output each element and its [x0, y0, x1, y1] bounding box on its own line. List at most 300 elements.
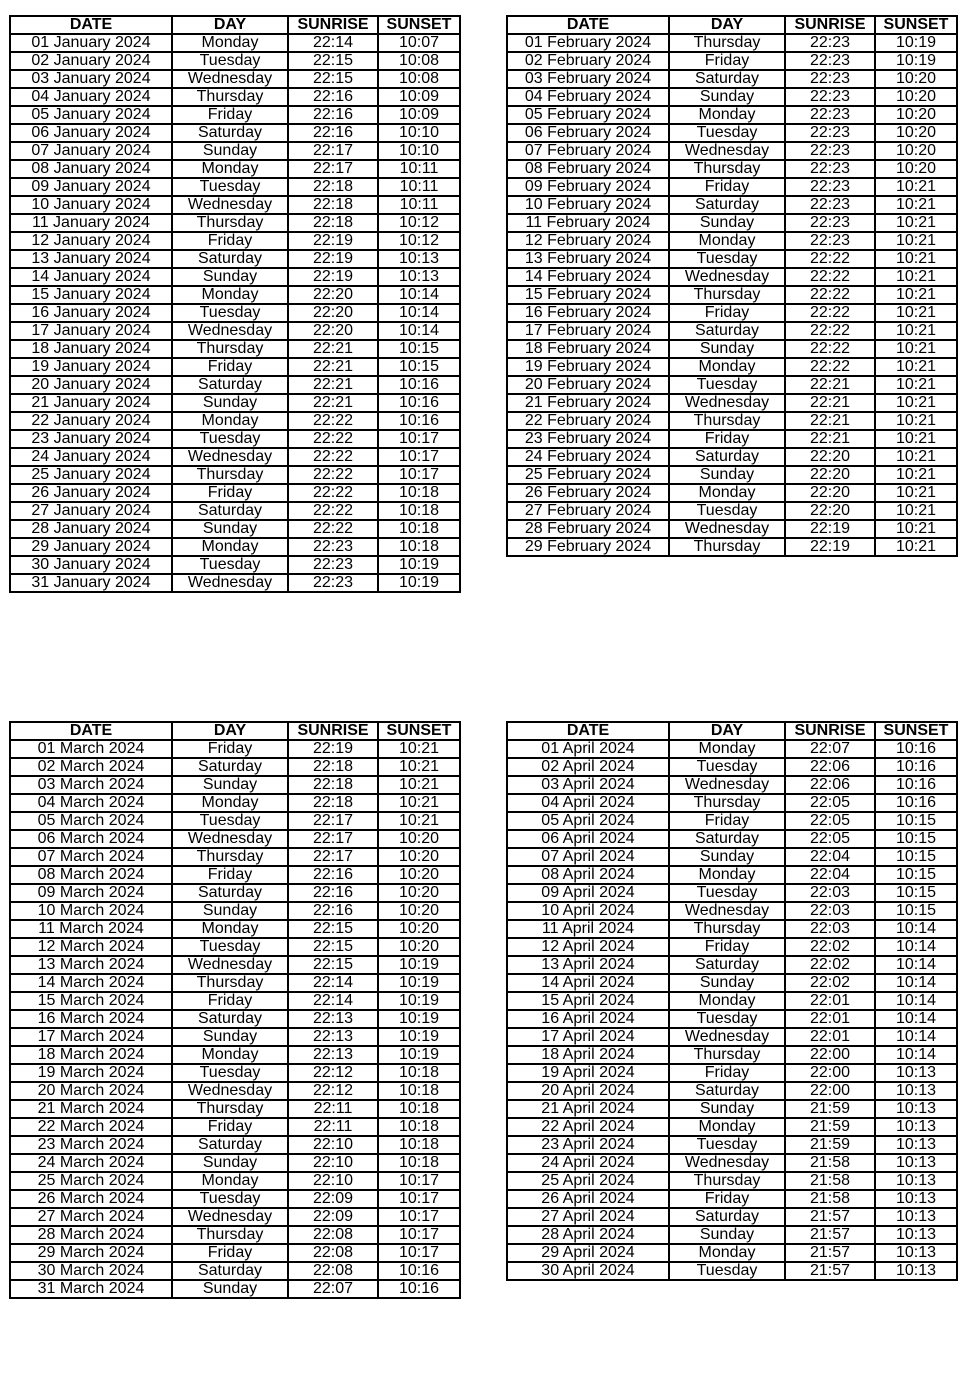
- sunset-cell: 10:19: [378, 992, 460, 1010]
- date-cell: 13 April 2024: [507, 956, 669, 974]
- day-cell: Tuesday: [669, 1262, 785, 1280]
- sunrise-cell: 22:12: [288, 1064, 378, 1082]
- table-row: [10, 178, 460, 196]
- table-row: [507, 520, 957, 538]
- day-cell: Thursday: [669, 538, 785, 556]
- sunset-cell: 10:18: [378, 1100, 460, 1118]
- table-row: [10, 196, 460, 214]
- date-cell: 20 March 2024: [10, 1082, 172, 1100]
- date-cell: 17 January 2024: [10, 322, 172, 340]
- sunset-header: SUNSET: [378, 16, 460, 34]
- table-row: [10, 1172, 460, 1190]
- table-row: [507, 178, 957, 196]
- sunset-cell: 10:21: [875, 376, 957, 394]
- table-row: [10, 1280, 460, 1298]
- table-row: [507, 502, 957, 520]
- day-cell: Thursday: [669, 34, 785, 52]
- table-row: [10, 70, 460, 88]
- sunset-cell: 10:19: [875, 52, 957, 70]
- day-cell: Saturday: [669, 830, 785, 848]
- day-cell: Wednesday: [669, 1028, 785, 1046]
- sunrise-cell: 22:03: [785, 902, 875, 920]
- table-row: [10, 1226, 460, 1244]
- sunset-cell: 10:21: [875, 448, 957, 466]
- sunrise-cell: 22:14: [288, 992, 378, 1010]
- table-row: [507, 430, 957, 448]
- sunset-cell: 10:17: [378, 430, 460, 448]
- sunrise-cell: 22:03: [785, 920, 875, 938]
- sunset-cell: 10:14: [875, 992, 957, 1010]
- day-cell: Thursday: [669, 794, 785, 812]
- day-cell: Wednesday: [669, 394, 785, 412]
- day-cell: Tuesday: [669, 1010, 785, 1028]
- table-row: [10, 956, 460, 974]
- sunrise-cell: 22:19: [785, 520, 875, 538]
- date-cell: 02 February 2024: [507, 52, 669, 70]
- table-row: [10, 1208, 460, 1226]
- date-cell: 15 January 2024: [10, 286, 172, 304]
- day-cell: Friday: [669, 1190, 785, 1208]
- sunrise-cell: 22:01: [785, 992, 875, 1010]
- table-header: [10, 16, 460, 34]
- january-table: [9, 15, 461, 593]
- sunset-cell: 10:21: [378, 758, 460, 776]
- sunrise-cell: 22:23: [288, 574, 378, 592]
- day-cell: Monday: [669, 992, 785, 1010]
- table-row: [507, 394, 957, 412]
- sunrise-cell: 22:13: [288, 1046, 378, 1064]
- date-cell: 23 March 2024: [10, 1136, 172, 1154]
- day-cell: Monday: [172, 286, 288, 304]
- table-row: [10, 322, 460, 340]
- day-cell: Monday: [172, 794, 288, 812]
- date-cell: 25 April 2024: [507, 1172, 669, 1190]
- date-cell: 31 March 2024: [10, 1280, 172, 1298]
- date-cell: 01 February 2024: [507, 34, 669, 52]
- day-cell: Wednesday: [669, 268, 785, 286]
- sunrise-cell: 22:17: [288, 160, 378, 178]
- sunset-cell: 10:21: [378, 776, 460, 794]
- date-cell: 07 January 2024: [10, 142, 172, 160]
- day-cell: Thursday: [172, 340, 288, 358]
- sunrise-cell: 22:23: [785, 70, 875, 88]
- date-cell: 29 April 2024: [507, 1244, 669, 1262]
- april-table: [506, 721, 958, 1281]
- day-cell: Saturday: [172, 1010, 288, 1028]
- sunrise-cell: 22:08: [288, 1262, 378, 1280]
- day-cell: Wednesday: [172, 574, 288, 592]
- table-row: [507, 884, 957, 902]
- day-cell: Tuesday: [172, 430, 288, 448]
- sunrise-cell: 22:22: [785, 286, 875, 304]
- sunrise-cell: 22:19: [288, 268, 378, 286]
- day-cell: Monday: [172, 920, 288, 938]
- table-row: [507, 250, 957, 268]
- sunset-cell: 10:20: [378, 848, 460, 866]
- table-row: [507, 34, 957, 52]
- date-cell: 07 April 2024: [507, 848, 669, 866]
- date-cell: 28 February 2024: [507, 520, 669, 538]
- table-row: [507, 740, 957, 758]
- table-row: [507, 812, 957, 830]
- sunset-cell: 10:18: [378, 520, 460, 538]
- sunrise-cell: 22:03: [785, 884, 875, 902]
- sunset-cell: 10:21: [875, 520, 957, 538]
- sunrise-cell: 22:02: [785, 956, 875, 974]
- sunset-cell: 10:09: [378, 88, 460, 106]
- sunrise-cell: 22:08: [288, 1226, 378, 1244]
- table-row: [10, 1262, 460, 1280]
- date-header: DATE: [10, 722, 172, 740]
- sunrise-cell: 22:22: [785, 304, 875, 322]
- day-cell: Saturday: [172, 758, 288, 776]
- sunset-cell: 10:19: [875, 34, 957, 52]
- table-row: [507, 448, 957, 466]
- table-row: [10, 1100, 460, 1118]
- date-cell: 06 April 2024: [507, 830, 669, 848]
- february-table: [506, 15, 958, 557]
- table-row: [10, 1028, 460, 1046]
- table-row: [507, 358, 957, 376]
- day-cell: Monday: [172, 412, 288, 430]
- sunrise-cell: 22:22: [288, 520, 378, 538]
- date-cell: 28 March 2024: [10, 1226, 172, 1244]
- date-cell: 20 January 2024: [10, 376, 172, 394]
- sunrise-cell: 22:18: [288, 178, 378, 196]
- table-row: [10, 448, 460, 466]
- day-cell: Tuesday: [172, 52, 288, 70]
- sunrise-cell: 22:04: [785, 848, 875, 866]
- sunset-cell: 10:21: [875, 394, 957, 412]
- sunset-cell: 10:20: [378, 938, 460, 956]
- sunset-cell: 10:14: [875, 938, 957, 956]
- sunset-cell: 10:16: [378, 376, 460, 394]
- date-cell: 29 March 2024: [10, 1244, 172, 1262]
- table-row: [507, 956, 957, 974]
- date-cell: 23 February 2024: [507, 430, 669, 448]
- table-row: [507, 902, 957, 920]
- sunset-cell: 10:18: [378, 502, 460, 520]
- table-row: [10, 1010, 460, 1028]
- sunrise-cell: 22:16: [288, 902, 378, 920]
- day-cell: Monday: [669, 358, 785, 376]
- day-cell: Saturday: [172, 1136, 288, 1154]
- sunrise-cell: 21:57: [785, 1244, 875, 1262]
- date-cell: 14 March 2024: [10, 974, 172, 992]
- day-cell: Wednesday: [172, 196, 288, 214]
- date-cell: 20 February 2024: [507, 376, 669, 394]
- sunset-header: SUNSET: [875, 16, 957, 34]
- sunrise-cell: 22:17: [288, 812, 378, 830]
- day-cell: Friday: [172, 1118, 288, 1136]
- sunrise-cell: 22:22: [785, 250, 875, 268]
- sunrise-cell: 22:16: [288, 884, 378, 902]
- date-cell: 10 January 2024: [10, 196, 172, 214]
- date-cell: 01 January 2024: [10, 34, 172, 52]
- date-cell: 26 April 2024: [507, 1190, 669, 1208]
- sunset-cell: 10:13: [875, 1082, 957, 1100]
- day-cell: Sunday: [172, 268, 288, 286]
- table-row: [10, 1046, 460, 1064]
- date-cell: 26 February 2024: [507, 484, 669, 502]
- day-cell: Friday: [172, 358, 288, 376]
- sunset-cell: 10:20: [875, 142, 957, 160]
- table-row: [507, 142, 957, 160]
- sunrise-cell: 21:58: [785, 1172, 875, 1190]
- day-cell: Sunday: [172, 902, 288, 920]
- date-header: DATE: [507, 722, 669, 740]
- sunset-cell: 10:19: [378, 956, 460, 974]
- sunrise-cell: 22:10: [288, 1136, 378, 1154]
- sunset-cell: 10:21: [875, 484, 957, 502]
- sunrise-cell: 22:15: [288, 956, 378, 974]
- date-cell: 19 April 2024: [507, 1064, 669, 1082]
- day-cell: Friday: [669, 812, 785, 830]
- day-cell: Friday: [172, 740, 288, 758]
- table-row: [10, 88, 460, 106]
- day-cell: Thursday: [172, 1226, 288, 1244]
- day-cell: Tuesday: [669, 124, 785, 142]
- date-cell: 09 January 2024: [10, 178, 172, 196]
- day-cell: Wednesday: [669, 142, 785, 160]
- day-cell: Monday: [172, 1172, 288, 1190]
- date-cell: 13 January 2024: [10, 250, 172, 268]
- date-cell: 11 April 2024: [507, 920, 669, 938]
- header-row: [10, 722, 460, 740]
- sunrise-cell: 22:00: [785, 1046, 875, 1064]
- table-row: [507, 1064, 957, 1082]
- day-cell: Wednesday: [172, 70, 288, 88]
- date-cell: 02 April 2024: [507, 758, 669, 776]
- day-cell: Tuesday: [669, 1136, 785, 1154]
- day-cell: Friday: [172, 232, 288, 250]
- sunrise-header: SUNRISE: [288, 722, 378, 740]
- day-cell: Friday: [669, 52, 785, 70]
- table-body: [507, 34, 957, 556]
- sunrise-cell: 22:20: [785, 484, 875, 502]
- sunset-cell: 10:13: [875, 1226, 957, 1244]
- table-row: [10, 1082, 460, 1100]
- sunset-cell: 10:21: [875, 358, 957, 376]
- day-cell: Tuesday: [669, 884, 785, 902]
- day-cell: Wednesday: [172, 448, 288, 466]
- day-cell: Monday: [172, 1046, 288, 1064]
- day-cell: Monday: [669, 106, 785, 124]
- sunrise-cell: 21:57: [785, 1226, 875, 1244]
- sunset-cell: 10:13: [875, 1190, 957, 1208]
- sunrise-cell: 22:19: [785, 538, 875, 556]
- sunrise-cell: 22:21: [785, 430, 875, 448]
- sunset-cell: 10:14: [378, 286, 460, 304]
- sunrise-cell: 22:09: [288, 1190, 378, 1208]
- table-row: [10, 1136, 460, 1154]
- sunset-cell: 10:18: [378, 1154, 460, 1172]
- sunrise-cell: 22:22: [288, 448, 378, 466]
- sunset-cell: 10:18: [378, 1136, 460, 1154]
- sunrise-cell: 22:06: [785, 758, 875, 776]
- sunrise-cell: 22:15: [288, 52, 378, 70]
- day-cell: Thursday: [172, 848, 288, 866]
- sunrise-cell: 22:23: [785, 88, 875, 106]
- sunrise-cell: 22:17: [288, 848, 378, 866]
- table-row: [10, 430, 460, 448]
- day-cell: Sunday: [669, 88, 785, 106]
- date-cell: 15 February 2024: [507, 286, 669, 304]
- sunset-cell: 10:13: [875, 1262, 957, 1280]
- sunset-cell: 10:16: [378, 412, 460, 430]
- table-row: [507, 1046, 957, 1064]
- date-cell: 21 March 2024: [10, 1100, 172, 1118]
- date-cell: 28 April 2024: [507, 1226, 669, 1244]
- sunrise-cell: 22:22: [785, 322, 875, 340]
- sunset-cell: 10:13: [875, 1172, 957, 1190]
- table-row: [507, 304, 957, 322]
- date-cell: 25 March 2024: [10, 1172, 172, 1190]
- sunrise-cell: 22:23: [785, 106, 875, 124]
- day-cell: Friday: [669, 430, 785, 448]
- sunrise-cell: 22:00: [785, 1064, 875, 1082]
- date-cell: 03 March 2024: [10, 776, 172, 794]
- table-row: [507, 776, 957, 794]
- table-row: [10, 34, 460, 52]
- table-row: [507, 196, 957, 214]
- date-cell: 30 January 2024: [10, 556, 172, 574]
- table-row: [10, 574, 460, 592]
- sunset-cell: 10:14: [875, 1028, 957, 1046]
- date-cell: 05 March 2024: [10, 812, 172, 830]
- date-cell: 18 April 2024: [507, 1046, 669, 1064]
- table-row: [507, 106, 957, 124]
- sunset-cell: 10:21: [875, 322, 957, 340]
- day-cell: Saturday: [669, 448, 785, 466]
- sunrise-cell: 21:59: [785, 1136, 875, 1154]
- sunset-cell: 10:13: [875, 1208, 957, 1226]
- date-cell: 10 March 2024: [10, 902, 172, 920]
- sunrise-cell: 22:20: [785, 448, 875, 466]
- table-row: [507, 484, 957, 502]
- sunrise-cell: 22:21: [288, 358, 378, 376]
- sunset-cell: 10:19: [378, 974, 460, 992]
- table-row: [507, 920, 957, 938]
- date-cell: 14 January 2024: [10, 268, 172, 286]
- date-header: DATE: [507, 16, 669, 34]
- date-cell: 05 April 2024: [507, 812, 669, 830]
- day-cell: Monday: [669, 1118, 785, 1136]
- day-cell: Saturday: [172, 250, 288, 268]
- sunrise-cell: 22:18: [288, 758, 378, 776]
- sunset-cell: 10:21: [875, 430, 957, 448]
- sunset-cell: 10:15: [875, 884, 957, 902]
- day-cell: Monday: [669, 866, 785, 884]
- sunset-cell: 10:14: [875, 974, 957, 992]
- table-row: [507, 160, 957, 178]
- date-cell: 12 January 2024: [10, 232, 172, 250]
- day-cell: Thursday: [172, 466, 288, 484]
- sunset-header: SUNSET: [378, 722, 460, 740]
- day-cell: Thursday: [172, 214, 288, 232]
- date-cell: 30 April 2024: [507, 1262, 669, 1280]
- day-cell: Thursday: [669, 920, 785, 938]
- table-row: [10, 520, 460, 538]
- sunrise-header: SUNRISE: [288, 16, 378, 34]
- day-cell: Tuesday: [172, 304, 288, 322]
- date-cell: 07 March 2024: [10, 848, 172, 866]
- day-cell: Saturday: [172, 1262, 288, 1280]
- sunrise-cell: 22:23: [785, 214, 875, 232]
- sunset-cell: 10:20: [875, 124, 957, 142]
- table-row: [507, 866, 957, 884]
- sunset-cell: 10:21: [875, 304, 957, 322]
- sunrise-cell: 21:59: [785, 1118, 875, 1136]
- day-cell: Monday: [172, 34, 288, 52]
- table-row: [507, 70, 957, 88]
- day-cell: Friday: [669, 1064, 785, 1082]
- table-body: [10, 34, 460, 592]
- table-row: [10, 304, 460, 322]
- sunrise-cell: 22:22: [785, 268, 875, 286]
- date-cell: 03 January 2024: [10, 70, 172, 88]
- sunset-cell: 10:20: [875, 88, 957, 106]
- sunrise-cell: 22:14: [288, 34, 378, 52]
- table-row: [507, 830, 957, 848]
- table-row: [10, 106, 460, 124]
- table-row: [507, 466, 957, 484]
- sunset-cell: 10:11: [378, 196, 460, 214]
- date-cell: 16 April 2024: [507, 1010, 669, 1028]
- table-row: [507, 322, 957, 340]
- sunrise-cell: 22:21: [785, 412, 875, 430]
- date-cell: 21 January 2024: [10, 394, 172, 412]
- date-cell: 27 January 2024: [10, 502, 172, 520]
- table-row: [507, 1100, 957, 1118]
- date-cell: 18 February 2024: [507, 340, 669, 358]
- table-row: [507, 376, 957, 394]
- sunset-cell: 10:17: [378, 1244, 460, 1262]
- date-cell: 01 March 2024: [10, 740, 172, 758]
- date-cell: 27 February 2024: [507, 502, 669, 520]
- sunset-cell: 10:14: [875, 956, 957, 974]
- sunset-cell: 10:19: [378, 1046, 460, 1064]
- date-cell: 22 April 2024: [507, 1118, 669, 1136]
- sunrise-cell: 22:01: [785, 1028, 875, 1046]
- sunset-cell: 10:15: [875, 848, 957, 866]
- sunrise-cell: 22:22: [785, 358, 875, 376]
- sunset-cell: 10:17: [378, 448, 460, 466]
- sunset-cell: 10:19: [378, 1010, 460, 1028]
- table-row: [507, 758, 957, 776]
- date-cell: 08 March 2024: [10, 866, 172, 884]
- sunrise-cell: 22:01: [785, 1010, 875, 1028]
- sunrise-cell: 22:20: [785, 466, 875, 484]
- sunrise-cell: 22:05: [785, 812, 875, 830]
- sunset-cell: 10:21: [875, 232, 957, 250]
- day-cell: Tuesday: [669, 502, 785, 520]
- table-header: [507, 16, 957, 34]
- sunrise-cell: 22:17: [288, 142, 378, 160]
- sunrise-cell: 22:16: [288, 88, 378, 106]
- table-row: [507, 1262, 957, 1280]
- sunset-cell: 10:14: [875, 1010, 957, 1028]
- table-row: [507, 1190, 957, 1208]
- date-cell: 10 April 2024: [507, 902, 669, 920]
- sunset-cell: 10:16: [875, 740, 957, 758]
- date-cell: 21 February 2024: [507, 394, 669, 412]
- sunrise-cell: 22:09: [288, 1208, 378, 1226]
- sunset-cell: 10:16: [875, 758, 957, 776]
- sunrise-cell: 22:14: [288, 974, 378, 992]
- sunset-cell: 10:17: [378, 1226, 460, 1244]
- date-cell: 16 January 2024: [10, 304, 172, 322]
